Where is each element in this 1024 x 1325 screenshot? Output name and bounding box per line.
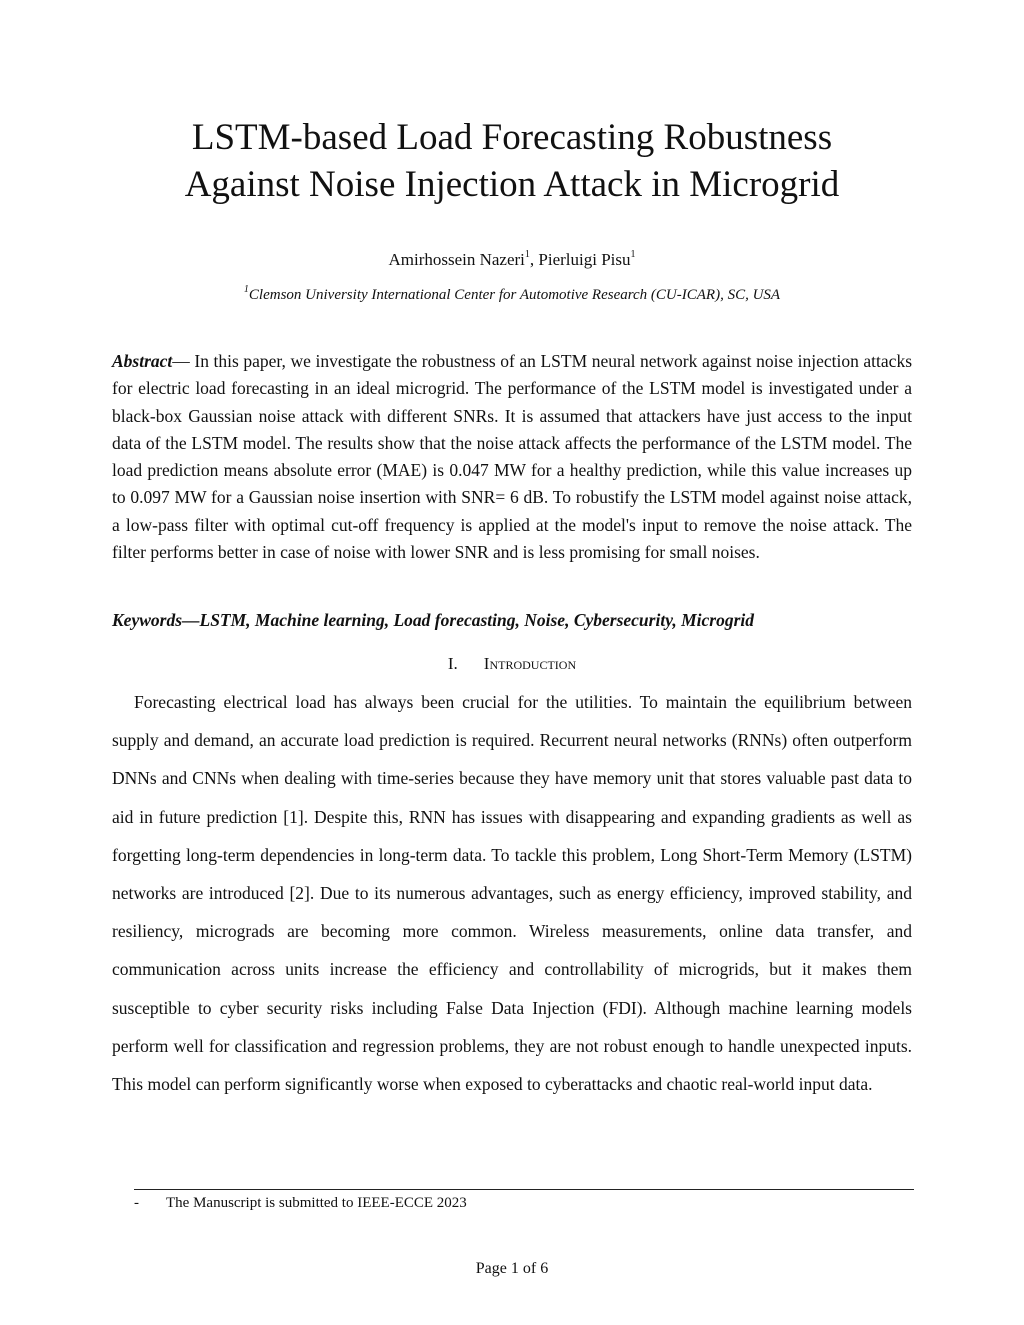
abstract	[112, 348, 912, 566]
section-title: Introduction	[483, 654, 577, 673]
section-number: I.	[447, 654, 458, 673]
author-affiliation-mark: 1	[524, 249, 530, 261]
title-line-2: Against Noise Injection Attack in Microgrid	[184, 164, 840, 205]
author-name: Amirhossein Nazeri	[388, 250, 525, 269]
author-affiliation-mark: 1	[630, 249, 636, 261]
footnote-divider	[134, 1189, 914, 1190]
paper-title	[112, 114, 912, 208]
abstract-dash: —	[172, 351, 190, 371]
affiliation-mark: 1	[243, 284, 249, 295]
affiliation-text: Clemson University International Center for Automotive Research (CU-ICAR), SC, USA	[248, 287, 781, 303]
author-separator: ,	[529, 250, 539, 269]
keywords: Keywords—LSTM, Machine learning, Load forecasting, Noise, Cybersecurity, Microgrid	[112, 610, 754, 630]
footnote-text: The Manuscript is submitted to IEEE-ECCE 2023	[166, 1195, 467, 1211]
section-heading	[112, 653, 912, 675]
abstract-label: Abstract	[112, 351, 173, 371]
abstract-text: In this paper, we investigate the robustness of an LSTM neural network against noise injection attacks for electric load forecasting in an ideal microgrid. The performance of the LSTM model is investigated under a black-box Gaussian noise attack with different SNRs. It is assumed that attackers have just access to the input data of the LSTM model. The results show that the noise attack affects the performance of the LSTM model. The load prediction means absolute error (MAE) is 0.047 MW for a healthy prediction, while this value increases up to 0.097 MW for a Gaussian noise insertion with SNR= 6 dB. To robustify the LSTM model against noise attack, a low-pass filter with optimal cut-off frequency is applied at the model's input to remove the noise attack. The filter performs better in case of noise with lower SNR and is less promising for small noises.	[112, 351, 912, 563]
intro-paragraph: Forecasting electrical load has always been crucial for the utilities. To maintain the equilibrium between supply and demand, an accurate load prediction is required. Recurrent neural networks (RNNs) often outperform DNNs and CNNs when dealing with time-series because they have memory unit that stores valuable past data to aid in future prediction [1]. Despite this, RNN has issues with disappearing and expanding gradients as well as forgetting long-term dependencies in long-term data. To tackle this problem, Long Short-Term Memory (LSTM) networks are introduced [2]. Due to its numerous advantages, such as energy efficiency, improved stability, and resiliency, micrograds are becoming more common. Wireless measurements, online data transfer, and communication across units increase the efficiency and controllability of microgrids, but it makes them susceptible to cyber security risks including False Data Injection (FDI). Although machine learning models perform well for classification and regression problems, they are not robust enough to handle unexpected inputs. This model can perform significantly worse when exposed to cyberattacks and chaotic real-world input data.	[112, 692, 912, 1095]
affiliation	[112, 285, 912, 305]
footnote	[134, 1193, 914, 1213]
title-line-1: LSTM-based Load Forecasting Robustness	[191, 117, 833, 158]
page-number: Page 1 of 6	[475, 1260, 549, 1277]
footnote-bullet: -	[134, 1195, 139, 1211]
author-list	[112, 249, 912, 271]
author-name: Pierluigi Pisu	[538, 250, 631, 269]
